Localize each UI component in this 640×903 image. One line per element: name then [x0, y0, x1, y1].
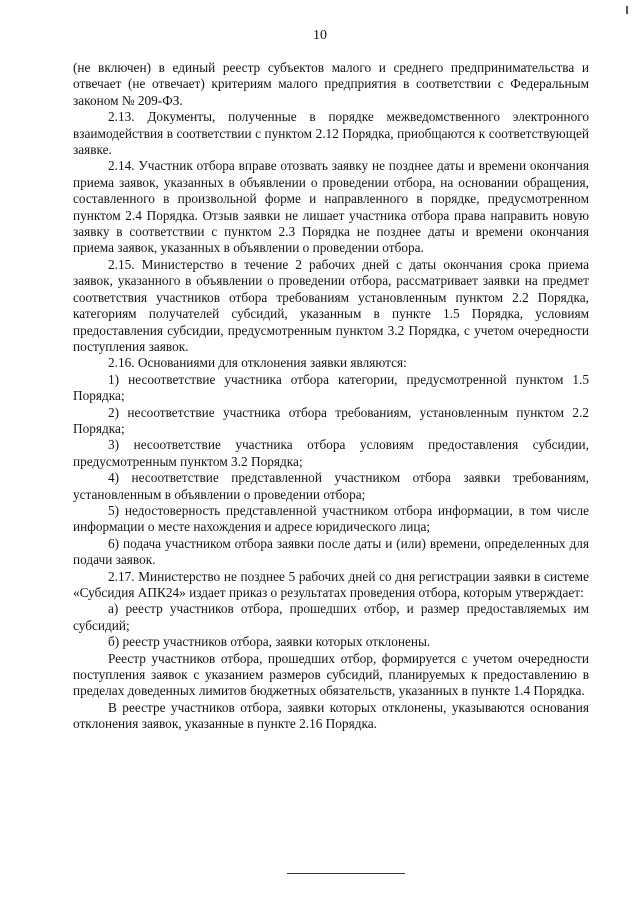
paragraph-rejected-registry: В реестре участников отбора, заявки которых отклонены, указываются основания отклонения заявок, указанные в пункте 2.16 Порядка.: [73, 699, 589, 732]
paragraph-registry: Реестр участников отбора, прошедших отбор, формируется с учетом очередности поступления заявок с указанием размеров субсидий, планируемых к предоставлению в пределах доведенных лимитов бюджетных обязательств, указанных в пункте 1.4 Порядка.: [73, 650, 589, 699]
paragraph-continuation: (не включен) в единый реестр субъектов малого и среднего предпринимательства и отвечает (не отвечает) критериям малого предприятия в соответствии с Федеральным законом № 209-ФЗ.: [73, 60, 589, 108]
page-number: 10: [313, 28, 327, 43]
paragraph-2-14: 2.14. Участник отбора вправе отозвать заявку не позднее даты и времени окончания приема заявок, указанных в объявлении о проведении отбора, на основании обращения, составленного в произвольной форме и направленного в порядке, предусмотренном пунктом 2.4 Порядка. Отзыв заявки не лишает участника отбора права направить новую заявку в соответствии с пунктом 2.3 Порядка не позднее даты и времени окончания приема заявок, указанных в объявлении о проведении отбора.: [73, 158, 589, 256]
document-body: [73, 60, 589, 733]
paragraph-2-15: 2.15. Министерство в течение 2 рабочих дней с даты окончания срока приема заявок, указанного в объявлении о проведении отбора, рассматривает заявки на предмет соответствия участников отбора требованиям установленным пунктом 2.2 Порядка, категориям получателей субсидий, указанным в пункте 1.5 Порядка, условиям предоставления субсидии, предусмотренным пунктом 3.2 Порядка, с учетом очередности поступления заявок.: [73, 256, 589, 354]
paragraph-2-17: 2.17. Министерство не позднее 5 рабочих дней со дня регистрации заявки в системе «Субсидия АПК24» издает приказ о результатах проведения отбора, которым утверждает:: [73, 568, 589, 600]
list-item-3: 3) несоответствие участника отбора условиям предоставления субсидии, предусмотренным пунктом 3.2 Порядка;: [73, 437, 589, 469]
list-item-1: 1) несоответствие участника отбора категории, предусмотренной пунктом 1.5 Порядка;: [73, 371, 589, 404]
list-item-6: 6) подача участником отбора заявки после даты и (или) времени, определенных для подачи заявок.: [73, 535, 589, 568]
list-item-5: 5) недостоверность представленной участником отбора информации, в том числе информации о месте нахождения и адресе юридического лица;: [73, 502, 589, 535]
list-item-b: б) реестр участников отбора, заявки которых отклонены.: [108, 634, 431, 650]
list-item-4: 4) несоответствие представленной участником отбора заявки требованиям, установленным в объявлении о проведении отбора;: [73, 470, 589, 502]
paragraph-2-13: 2.13. Документы, полученные в порядке межведомственного электронного взаимодействия в соответствии с пунктом 2.12 Порядка, приобщаются к соответствующей заявке.: [73, 109, 589, 158]
paragraph-2-16: 2.16. Основаниями для отклонения заявки являются:: [108, 355, 407, 371]
list-item-2: 2) несоответствие участника отбора требованиям, установленным пунктом 2.2 Порядка;: [73, 404, 589, 436]
footer-divider: [287, 873, 405, 874]
scan-edge-mark: [626, 6, 628, 14]
list-item-a: а) реестр участников отбора, прошедших отбор, и размер предоставляемых им субсидий;: [73, 601, 589, 633]
